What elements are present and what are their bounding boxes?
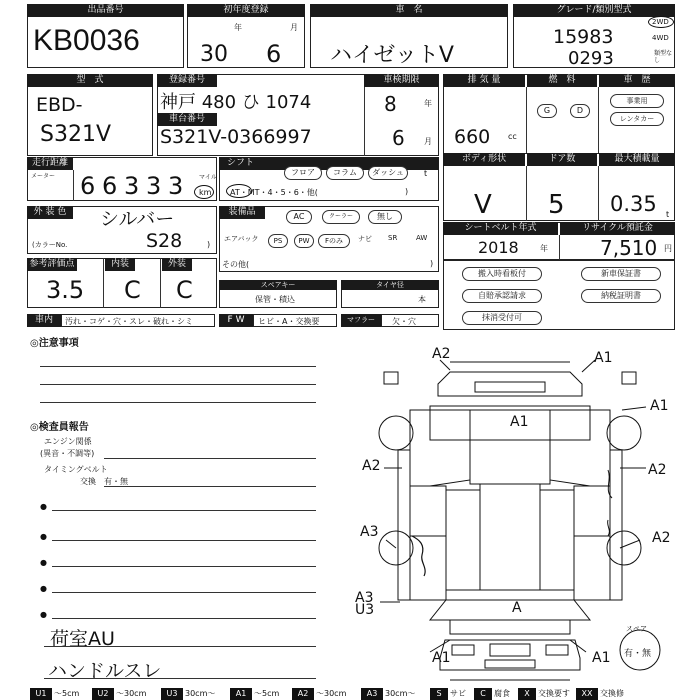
fuel-g: G (537, 104, 557, 118)
damage-mark-0: A2 (432, 346, 451, 362)
equip-ac: AC (286, 210, 312, 224)
fw-items: ヒビ・A・交換要 (258, 317, 320, 326)
muffler-label: マフラー (341, 314, 381, 327)
drive-2wd: 2WD (652, 18, 669, 26)
tire-unit: 本 (418, 295, 426, 304)
shift-at-circle (226, 184, 252, 198)
legend-code-a3: A3 (361, 688, 383, 700)
spare-label: スペア (626, 625, 647, 633)
recycle-label: リサイクル預託金 (560, 222, 675, 235)
damage-mark-2: A1 (650, 398, 669, 414)
first-reg-label: 初年度登録 (187, 4, 305, 17)
use-rental: レンタカー (610, 112, 664, 126)
equip-other-close: ) (430, 259, 434, 268)
seatbelt-label: シートベルト年式 (443, 222, 558, 235)
doc-carry-sign: 搬入時看板付 (462, 267, 542, 281)
legend-desc-s: サビ (450, 689, 466, 698)
interior-value: C (124, 276, 141, 304)
equip-item-4: ナビ (358, 235, 372, 243)
damage-mark-3: A1 (510, 414, 529, 430)
inspection-year-unit: 年 (424, 99, 432, 108)
color-code: S28 (146, 230, 183, 252)
engine-sub: (異音・不調等) (40, 449, 95, 458)
tire-label: タイヤ径 (341, 280, 439, 290)
muffler-items: 欠・穴 (392, 317, 416, 326)
grade-code-2: 0293 (568, 48, 614, 69)
shift-t: t (424, 169, 428, 178)
legend-desc-a2: 〜30cm (316, 689, 347, 698)
drive-2wd-circle (648, 16, 674, 28)
note-handwritten-2: ハンドルスレ (48, 660, 162, 682)
damage-mark-5: A2 (648, 462, 667, 478)
first-reg-month: 6 (266, 40, 282, 68)
mileage-digit-3: 3 (146, 172, 162, 200)
lot-label: 出品番号 (27, 4, 184, 17)
reg-label: 登録番号 (157, 74, 217, 87)
inspection-label: 車検期限 (364, 74, 439, 87)
doors-label: ドア数 (527, 153, 597, 166)
displacement-value: 660 (454, 126, 491, 148)
doors-value: 5 (548, 190, 565, 220)
fw-label: F W (219, 314, 253, 327)
shift-close: ) (405, 187, 409, 196)
bullet-line-4 (52, 618, 316, 619)
capacity-label: 最大積載量 (599, 153, 675, 166)
doc-insurance: 自賠承認請求 (462, 289, 542, 303)
first-reg-year-unit: 年 (234, 23, 242, 32)
equip-cooler: クーラー (322, 210, 360, 224)
interior-label: 内装 (105, 258, 135, 271)
equip-item-3: Fのみ (318, 234, 350, 248)
mileage-unit-1: 千 (110, 161, 117, 169)
mileage-label: 走行距離 (27, 157, 73, 170)
equip-none: 無し (368, 210, 402, 224)
chassis-label: 車台番号 (157, 113, 217, 126)
bullet-line-3 (52, 592, 316, 593)
damage-mark-10: A1 (432, 650, 451, 666)
shift-column: コラム (326, 166, 364, 180)
equip-item-2: PW (294, 234, 314, 248)
shift-label: シフト (219, 157, 439, 170)
legend-desc-a3: 30cm〜 (385, 689, 416, 698)
bullet-0: ● (40, 502, 47, 511)
color-close: ) (207, 240, 211, 249)
legend-code-a1: A1 (230, 688, 252, 700)
body-label: ボディ形状 (443, 153, 525, 166)
bullet-3: ● (40, 584, 47, 593)
grade-label: グレード/類別型式 (513, 4, 675, 17)
timing-options: 交換 有・無 (80, 477, 128, 486)
first-reg-year: 30 (200, 42, 228, 67)
equip-other: その他( (222, 260, 250, 269)
mileage-digit-2: 3 (124, 172, 140, 200)
legend-code-u2: U2 (92, 688, 114, 700)
mileage-unit-4: 一 (176, 161, 183, 169)
equip-label: 装備品 (219, 206, 265, 219)
mileage-digit-1: 6 (102, 172, 118, 200)
equip-item-5: SR (388, 234, 398, 242)
recycle-value: 7,510 (600, 236, 658, 260)
spare-options: 有・無 (624, 649, 652, 659)
inspection-month: 6 (392, 126, 405, 150)
inspection-month-unit: 月 (424, 137, 432, 146)
capacity-value: 0.35 (610, 192, 657, 216)
cc-unit: cc (508, 132, 517, 141)
use-label: 車 歴 (599, 74, 675, 87)
chassis-value: S321V-0366997 (160, 126, 312, 148)
equip-item-1: PS (268, 234, 288, 248)
shift-types: AT・MT・4・5・6・他( (230, 188, 318, 197)
legend-code-a2: A2 (292, 688, 314, 700)
equip-item-0: エアバック (224, 235, 259, 243)
car-damage-diagram (350, 340, 680, 686)
bullet-line-0 (52, 510, 316, 511)
body-value: V (474, 190, 492, 220)
note-handwritten-1: 荷室AU (50, 628, 115, 650)
drive-none: 類型なし (654, 50, 673, 64)
color-code-label: (カラーNo. (32, 241, 68, 249)
bullet-4: ● (40, 610, 47, 619)
drive-4wd: 4WD (652, 34, 669, 42)
grade-code-1: 15983 (553, 26, 614, 48)
color-label: 外 装 色 (27, 206, 73, 219)
mileage-unit-3: 十 (154, 161, 161, 169)
engine-label: エンジン関係 (44, 437, 92, 446)
mileage-unit-2: 百 (132, 161, 139, 169)
unit-mile: マイル (199, 174, 217, 181)
bullet-1: ● (40, 532, 47, 541)
inspection-year: 8 (384, 92, 397, 116)
exterior-value: C (176, 276, 193, 304)
seatbelt-year-unit: 年 (540, 244, 548, 253)
exterior-label: 外装 (162, 258, 192, 271)
legend-desc-x: 交換要す (538, 689, 570, 698)
first-reg-month-unit: 月 (290, 23, 298, 32)
legend-code-s: S (430, 688, 448, 700)
damage-mark-8: A3 (355, 590, 374, 606)
damage-mark-1: A1 (594, 350, 613, 366)
damage-mark-7: A2 (652, 530, 671, 546)
shift-dash: ダッシュ (368, 166, 408, 180)
type-line2: S321V (40, 122, 112, 147)
legend-code-u1: U1 (30, 688, 52, 700)
legend-desc-c: 腐食 (494, 689, 510, 698)
reg-value: 神戸 480 ひ 1074 (160, 92, 312, 113)
damage-mark-12: A (512, 600, 522, 616)
legend-code-x: X (518, 688, 536, 700)
meter-label: メーター (31, 173, 56, 180)
unit-km-circle (194, 185, 214, 199)
inspector-title: ◎検査員報告 (30, 422, 89, 433)
note-line-a (44, 646, 316, 647)
lot-number: KB0036 (33, 24, 140, 57)
mileage-unit-0: 万 (88, 161, 95, 169)
note-line-b (44, 678, 316, 679)
damage-mark-9: U3 (355, 602, 375, 618)
score-value: 3.5 (46, 276, 85, 304)
fuel-label: 燃 料 (527, 74, 597, 87)
bullet-line-2 (52, 566, 316, 567)
doc-warranty: 新車保証書 (581, 267, 661, 281)
model-label: 車 名 (310, 4, 508, 17)
unit-km: km (199, 188, 212, 197)
spare-key-label: スペアキー (219, 280, 337, 290)
score-label: 参考評価点 (27, 258, 77, 271)
shift-floor: フロア (284, 166, 322, 180)
model-name: ハイゼットV (330, 43, 454, 68)
damage-mark-6: A3 (360, 524, 379, 540)
interior-bar-items: 汚れ・コゲ・穴・スレ・破れ・シミ (65, 317, 193, 326)
timing-label: タイミングベルト (44, 465, 108, 474)
color-value: シルバー (100, 208, 175, 230)
mileage-digit-4: 3 (168, 172, 184, 200)
type-label: 型 式 (27, 74, 153, 87)
legend-desc-u2: 〜30cm (116, 689, 147, 698)
use-business: 事業用 (610, 94, 664, 108)
capacity-t-unit: t (666, 210, 670, 219)
notes-title: ◎注意事項 (30, 338, 79, 349)
doc-deregister: 抹消受付可 (462, 311, 542, 325)
legend-code-xx: XX (576, 688, 598, 700)
type-line1: EBD- (36, 94, 83, 116)
damage-mark-4: A2 (362, 458, 381, 474)
displacement-label: 排 気 量 (443, 74, 525, 87)
bullet-2: ● (40, 558, 47, 567)
mileage-digit-0: 6 (80, 172, 96, 200)
legend-desc-u3: 30cm〜 (185, 689, 216, 698)
legend-desc-u1: 〜5cm (54, 689, 80, 698)
recycle-yen-unit: 円 (664, 244, 672, 253)
spare-key-options: 保管・積込 (255, 295, 295, 304)
legend-desc-a1: 〜5cm (254, 689, 280, 698)
doc-tax: 納税証明書 (581, 289, 661, 303)
interior-bar-label: 車内 (27, 314, 61, 327)
legend-code-c: C (474, 688, 492, 700)
legend-desc-xx: 交換修 (600, 689, 624, 698)
damage-mark-11: A1 (592, 650, 611, 666)
bullet-line-1 (52, 540, 316, 541)
legend-code-u3: U3 (161, 688, 183, 700)
seatbelt-value: 2018 (478, 238, 519, 257)
equip-item-6: AW (416, 234, 428, 242)
fuel-d: D (570, 104, 590, 118)
